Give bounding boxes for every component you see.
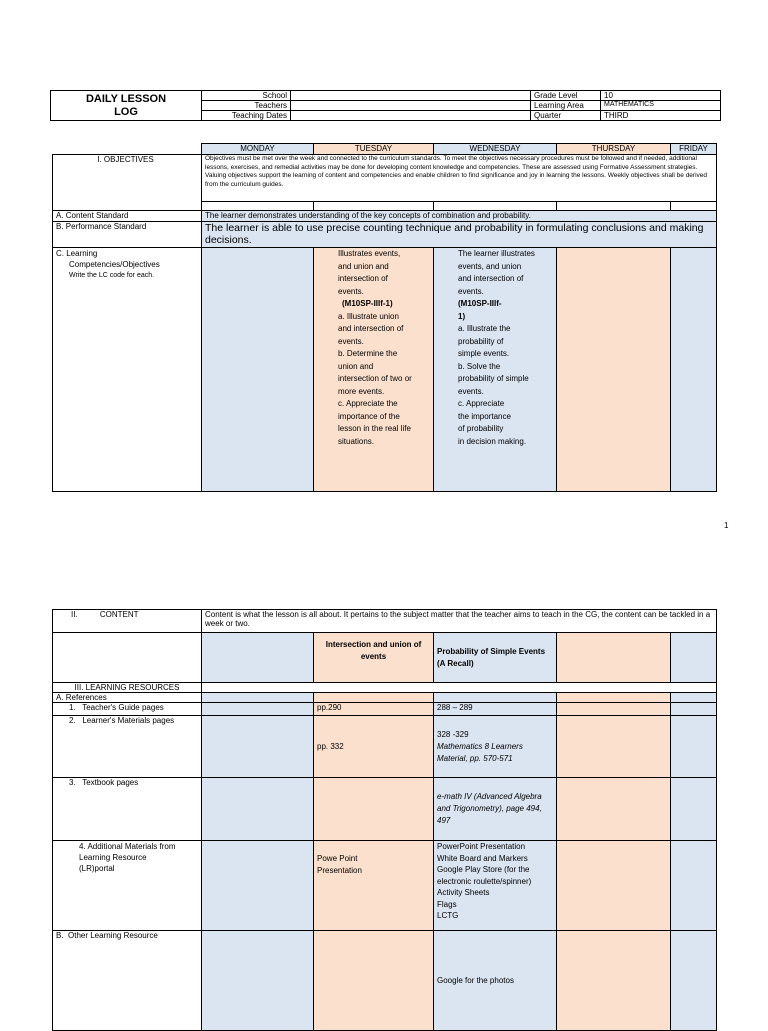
content-thursday bbox=[557, 633, 671, 683]
day-friday: FRIDAY bbox=[671, 144, 717, 155]
content-text: Content is what the lesson is all about. It pertains to the subject matter that the teacher aims to teach in the CG, the content can be tackled in a week or two. bbox=[202, 610, 717, 633]
lm-friday bbox=[671, 716, 717, 778]
tg-friday bbox=[671, 703, 717, 716]
competencies-label-line3: Write the LC code for each. bbox=[69, 272, 155, 279]
objectives-table bbox=[52, 143, 717, 492]
competencies-label-line1: C. Learning bbox=[56, 249, 98, 258]
lm-wednesday-book: Mathematics 8 Learners Material, pp. 570-571 bbox=[437, 741, 523, 763]
other-thursday bbox=[557, 931, 671, 1031]
am-monday bbox=[202, 841, 314, 931]
content-label: II. CONTENT bbox=[53, 610, 202, 633]
competencies-tuesday-code: (M10SP-IIIf-1) bbox=[342, 299, 393, 308]
competencies-label bbox=[53, 248, 202, 492]
competencies-wednesday-items: a. Illustrate the probability of simple events. b. Solve the probability of simple events. c. Appreciate the importance of probability in decision making. bbox=[458, 324, 529, 446]
competencies-tuesday-items: a. Illustrate union and intersection of events. b. Determine the union and intersection of two or more events. c. Appreciate the importance of the lesson in the real life situations. bbox=[338, 311, 412, 446]
lm-wednesday bbox=[434, 716, 557, 778]
objectives-label: I. OBJECTIVES bbox=[53, 155, 202, 211]
am-thursday bbox=[557, 841, 671, 931]
tb-wednesday: e-math IV (Advanced Algebra and Trigonometry), page 494, 497 bbox=[434, 778, 557, 841]
tb-tuesday bbox=[314, 778, 434, 841]
competencies-monday bbox=[202, 248, 314, 492]
learning-resources-blank bbox=[202, 683, 717, 693]
content-blank-label bbox=[53, 633, 202, 683]
competencies-tuesday bbox=[314, 248, 434, 492]
performance-standard-label: B. Performance Standard bbox=[53, 222, 202, 248]
textbook-label: 3. Textbook pages bbox=[53, 778, 202, 841]
am-wednesday: PowerPoint Presentation White Board and Markers Google Play Store (for the electronic roulette/spinner) Activity Sheets Flags LCTG bbox=[434, 841, 557, 931]
content-friday bbox=[671, 633, 717, 683]
school-field[interactable] bbox=[291, 91, 531, 101]
teaching-dates-label: Teaching Dates bbox=[202, 111, 291, 121]
content-monday bbox=[202, 633, 314, 683]
lm-monday bbox=[202, 716, 314, 778]
tb-thursday bbox=[557, 778, 671, 841]
learning-resources-label: III. LEARNING RESOURCES bbox=[53, 683, 202, 693]
references-label: A. References bbox=[53, 693, 202, 703]
competencies-tuesday-text: Illustrates events, and union and intersection of events. bbox=[338, 249, 401, 296]
am-tuesday: Powe Point Presentation bbox=[314, 841, 434, 931]
quarter-value[interactable]: THIRD bbox=[601, 111, 721, 121]
content-standard-text: The learner demonstrates understanding of the key concepts of combination and probability. bbox=[202, 211, 717, 222]
references-wednesday bbox=[434, 693, 557, 703]
teaching-dates-field[interactable] bbox=[291, 111, 531, 121]
lm-tuesday: pp. 332 bbox=[314, 716, 434, 778]
tb-monday bbox=[202, 778, 314, 841]
learning-area-label: Learning Area bbox=[531, 101, 601, 111]
day-thursday: THURSDAY bbox=[557, 144, 671, 155]
day-wednesday: WEDNESDAY bbox=[434, 144, 557, 155]
am-friday bbox=[671, 841, 717, 931]
tg-tuesday: pp.290 bbox=[314, 703, 434, 716]
header-table bbox=[50, 90, 721, 121]
tg-thursday bbox=[557, 703, 671, 716]
teachers-guide-label: 1. Teacher's Guide pages bbox=[53, 703, 202, 716]
other-resources-label: B. Other Learning Resource bbox=[53, 931, 202, 1031]
grade-level-value[interactable]: 10 bbox=[601, 91, 721, 101]
school-label: School bbox=[202, 91, 291, 101]
competencies-wednesday-text: The learner illustrates events, and union and intersection of events. bbox=[458, 249, 535, 296]
competencies-wednesday-code: (M10SP-IIIf- 1) bbox=[458, 299, 502, 321]
content-table bbox=[52, 609, 717, 1031]
learning-area-value[interactable]: MATHEMATICS bbox=[601, 101, 721, 111]
day-monday: MONDAY bbox=[202, 144, 314, 155]
other-tuesday bbox=[314, 931, 434, 1031]
other-wednesday: Google for the photos bbox=[434, 931, 557, 1031]
competencies-friday bbox=[671, 248, 717, 492]
grade-level-label: Grade Level bbox=[531, 91, 601, 101]
content-tuesday: Intersection and union of events bbox=[314, 633, 434, 683]
day-header-row bbox=[53, 144, 717, 155]
day-tuesday: TUESDAY bbox=[314, 144, 434, 155]
competencies-wednesday bbox=[434, 248, 557, 492]
objectives-text: Objectives must be met over the week and connected to the curriculum standards. To meet the objectives necessary procedures must be followed and if needed, additional lessons, exercises, and remedial activities may be done for developing content knowledge and competencies. These are assessed using Formative Assessment strategies. Valuing objectives support the learning of content and competencies and enable children to find significance and joy in learning the lessons. Weekly objectives shall be derived from the curriculum guides. bbox=[202, 155, 717, 202]
competencies-label-line2: Competencies/Objectives bbox=[69, 260, 160, 269]
learners-materials-label: 2. Learner's Materials pages bbox=[53, 716, 202, 778]
other-monday bbox=[202, 931, 314, 1031]
performance-standard-text: The learner is able to use precise counting technique and probability in formulating conclusions and making decisions. bbox=[202, 222, 717, 248]
references-thursday bbox=[557, 693, 671, 703]
references-friday bbox=[671, 693, 717, 703]
other-friday bbox=[671, 931, 717, 1031]
log-title: DAILY LESSON LOG bbox=[51, 91, 202, 121]
references-monday bbox=[202, 693, 314, 703]
page-number: 1 bbox=[724, 521, 729, 530]
additional-materials-label: 4. Additional Materials from Learning Resource (LR)portal bbox=[53, 841, 202, 931]
lm-thursday bbox=[557, 716, 671, 778]
tg-monday bbox=[202, 703, 314, 716]
lm-wednesday-pages: 328 -329 bbox=[437, 729, 469, 739]
references-tuesday bbox=[314, 693, 434, 703]
competencies-thursday bbox=[557, 248, 671, 492]
content-standard-label: A. Content Standard bbox=[53, 211, 202, 222]
tg-wednesday: 288 – 289 bbox=[434, 703, 557, 716]
teachers-label: Teachers bbox=[202, 101, 291, 111]
teachers-field[interactable] bbox=[291, 101, 531, 111]
tb-friday bbox=[671, 778, 717, 841]
quarter-label: Quarter bbox=[531, 111, 601, 121]
content-wednesday: Probability of Simple Events (A Recall) bbox=[434, 633, 557, 683]
